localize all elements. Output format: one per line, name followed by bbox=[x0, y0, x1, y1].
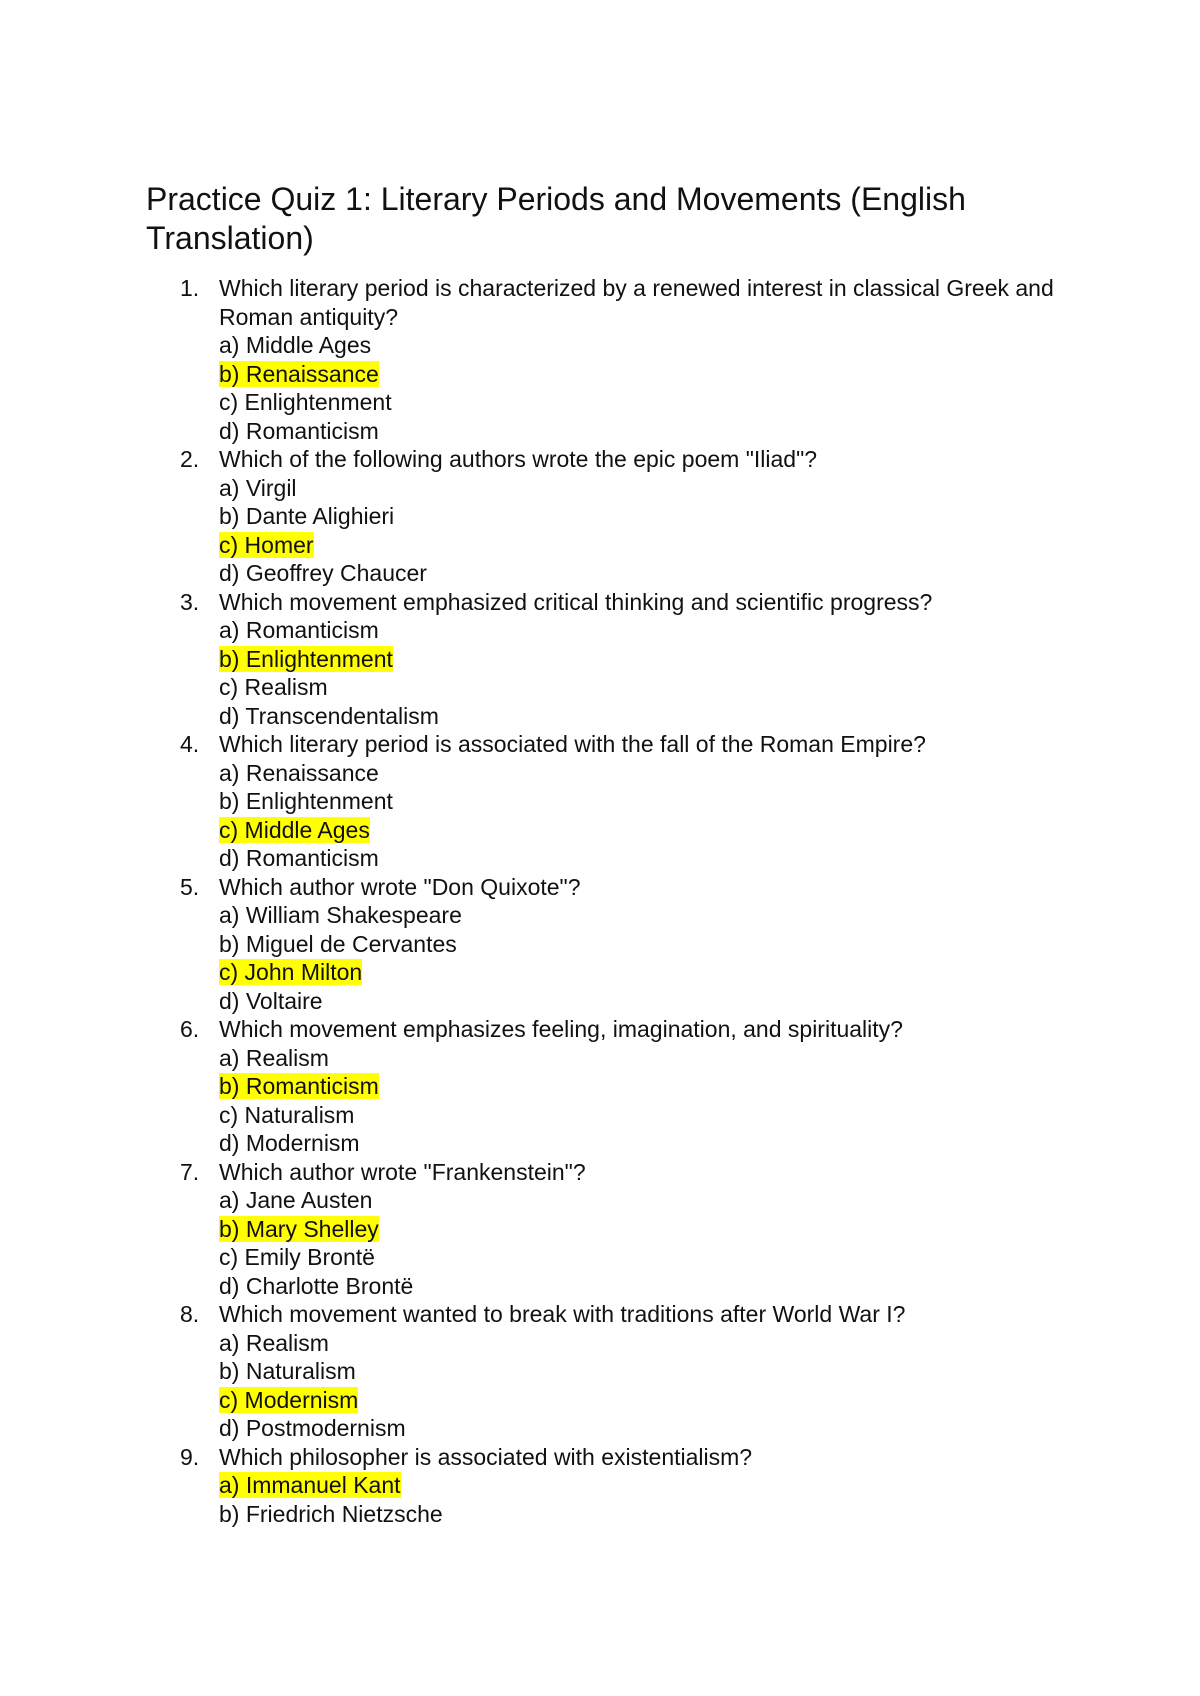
quiz-title: Practice Quiz 1: Literary Periods and Movements (English Translation) bbox=[146, 181, 966, 256]
question-number: 4. bbox=[180, 731, 200, 757]
question-number: 9. bbox=[180, 1443, 200, 1470]
answer-option bbox=[219, 1044, 1066, 1073]
answer-option bbox=[219, 1414, 1066, 1443]
answer-option bbox=[219, 616, 1066, 645]
answer-option-highlighted bbox=[219, 1471, 1066, 1500]
answer-option bbox=[219, 331, 1066, 360]
answer-option-highlighted bbox=[219, 958, 1066, 987]
answer-option-text: d) Transcendentalism bbox=[219, 702, 439, 729]
answer-option-text: b) Naturalism bbox=[219, 1358, 356, 1384]
answer-option-text: a) Jane Austen bbox=[219, 1187, 373, 1213]
answer-option bbox=[219, 559, 1066, 588]
answer-option-text: c) Middle Ages bbox=[219, 816, 370, 843]
answer-option bbox=[219, 1101, 1066, 1130]
question-text: Which of the following authors wrote the epic poem "Iliad"? bbox=[219, 446, 818, 472]
answer-option-text: c) Emily Brontë bbox=[219, 1244, 375, 1270]
answer-option-text: d) Voltaire bbox=[219, 987, 323, 1014]
question-item bbox=[146, 730, 1066, 873]
answer-option-highlighted bbox=[219, 531, 1066, 560]
answer-option-text: b) Enlightenment bbox=[219, 788, 393, 814]
answer-option-text: b) Mary Shelley bbox=[219, 1215, 379, 1242]
question-text: Which literary period is characterized by a renewed interest in classical Greek and Roman antiquity? bbox=[219, 275, 1054, 330]
question-item bbox=[146, 445, 1066, 588]
answer-option bbox=[219, 987, 1066, 1016]
question-text: Which movement wanted to break with traditions after World War I? bbox=[219, 1301, 906, 1327]
question-list bbox=[146, 274, 1066, 1528]
answer-option-text: a) Romanticism bbox=[219, 617, 379, 643]
answer-option-text: a) Renaissance bbox=[219, 759, 379, 786]
answer-option bbox=[219, 1243, 1066, 1272]
answer-option-text: c) Modernism bbox=[219, 1386, 359, 1413]
question-number: 3. bbox=[180, 588, 200, 615]
answer-option-text: c) John Milton bbox=[219, 959, 363, 985]
answer-option-text: c) Homer bbox=[219, 531, 314, 558]
question-text: Which literary period is associated with the fall of the Roman Empire? bbox=[219, 731, 926, 757]
question-number: 1. bbox=[180, 275, 200, 301]
question-item bbox=[146, 1015, 1066, 1158]
question-text: Which author wrote "Frankenstein"? bbox=[219, 1158, 586, 1185]
answer-option-text: b) Dante Alighieri bbox=[219, 503, 395, 529]
answer-option-highlighted bbox=[219, 1215, 1066, 1244]
answer-option bbox=[219, 474, 1066, 503]
question-item bbox=[146, 588, 1066, 731]
answer-option-text: c) Enlightenment bbox=[219, 389, 392, 415]
question-item bbox=[146, 274, 1066, 445]
answer-option-text: a) Realism bbox=[219, 1329, 329, 1356]
question-item bbox=[146, 1443, 1066, 1529]
answer-option-text: b) Renaissance bbox=[219, 360, 379, 387]
answer-option-highlighted bbox=[219, 360, 1066, 389]
answer-option bbox=[219, 1500, 1066, 1529]
answer-option-highlighted bbox=[219, 645, 1066, 674]
answer-option-text: b) Romanticism bbox=[219, 1073, 379, 1099]
answer-option-text: b) Enlightenment bbox=[219, 645, 393, 672]
question-number: 2. bbox=[180, 446, 200, 472]
answer-option bbox=[219, 1357, 1066, 1386]
answer-option-text: d) Romanticism bbox=[219, 417, 379, 444]
answer-option-text: c) Naturalism bbox=[219, 1101, 355, 1128]
question-text: Which movement emphasizes feeling, imagination, and spirituality? bbox=[219, 1016, 903, 1042]
answer-option-highlighted bbox=[219, 816, 1066, 845]
answer-option bbox=[219, 702, 1066, 731]
answer-option bbox=[219, 1129, 1066, 1158]
answer-option-highlighted bbox=[219, 1072, 1066, 1101]
answer-option-text: d) Romanticism bbox=[219, 845, 379, 871]
answer-option-text: d) Geoffrey Chaucer bbox=[219, 560, 427, 586]
answer-option-text: a) Realism bbox=[219, 1044, 329, 1071]
answer-option bbox=[219, 930, 1066, 959]
question-number: 7. bbox=[180, 1158, 200, 1185]
question-text: Which philosopher is associated with existentialism? bbox=[219, 1443, 753, 1470]
answer-option-text: a) Virgil bbox=[219, 474, 297, 501]
question-number: 6. bbox=[180, 1016, 200, 1042]
answer-option bbox=[219, 673, 1066, 702]
answer-option-text: a) Middle Ages bbox=[219, 332, 372, 358]
answer-option bbox=[219, 417, 1066, 446]
answer-option-highlighted bbox=[219, 1386, 1066, 1415]
answer-option bbox=[219, 1186, 1066, 1215]
answer-option-text: d) Postmodernism bbox=[219, 1415, 406, 1441]
answer-option-text: c) Realism bbox=[219, 674, 328, 700]
question-number: 8. bbox=[180, 1301, 200, 1327]
question-item bbox=[146, 1300, 1066, 1443]
question-number: 5. bbox=[180, 873, 200, 900]
answer-option bbox=[219, 388, 1066, 417]
question-item bbox=[146, 1158, 1066, 1301]
question-text: Which author wrote "Don Quixote"? bbox=[219, 873, 581, 900]
answer-option bbox=[219, 502, 1066, 531]
answer-option bbox=[219, 759, 1066, 788]
answer-option bbox=[219, 787, 1066, 816]
answer-option-text: a) William Shakespeare bbox=[219, 902, 462, 928]
answer-option-text: b) Friedrich Nietzsche bbox=[219, 1500, 443, 1527]
answer-option-text: b) Miguel de Cervantes bbox=[219, 930, 457, 957]
answer-option bbox=[219, 1272, 1066, 1301]
answer-option-text: d) Charlotte Brontë bbox=[219, 1272, 414, 1299]
question-text: Which movement emphasized critical thinking and scientific progress? bbox=[219, 588, 933, 615]
answer-option bbox=[219, 844, 1066, 873]
answer-option bbox=[219, 901, 1066, 930]
answer-option-text: a) Immanuel Kant bbox=[219, 1472, 401, 1498]
answer-option-text: d) Modernism bbox=[219, 1130, 360, 1156]
question-item bbox=[146, 873, 1066, 1016]
answer-option bbox=[219, 1329, 1066, 1358]
